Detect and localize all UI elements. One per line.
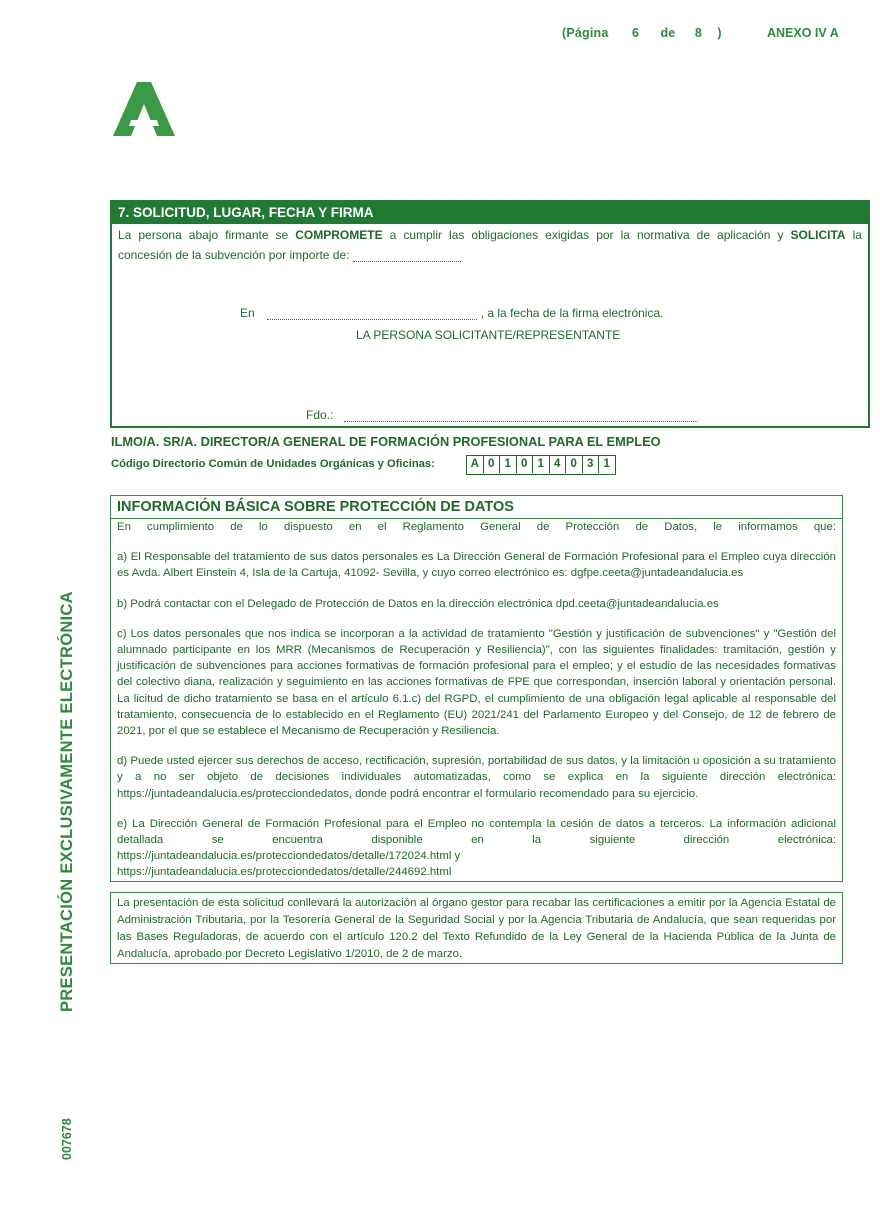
- dp-item-c: c) Los datos personales que nos indica se incorporan a la actividad de tratamiento "Gestión y justificación de subvenciones" y "Gestión del alumnado participante en los MRR (Mecanismos de Recuperación y Resiliencia)", con las siguientes finalidades: tramitación, gestión y justificación de subvenciones para acciones formativas de formación profesional para el empleo; y el estudio de las necesidades formativas del colectivo diana, realización y seguimiento en las acciones formativas de FPE que correspondan, inserción laboral y orientación personal. La licitud de dicho tratamiento se basa en el artículo 6.1.c) del RGPD, el cumplimiento de una obligación legal aplicable al responsable del tratamiento, consecuencia de lo establecido en el Reglamento (EU) 2021/241 del Parlamento Europeo y del Consejo, de 12 de febrero de 2021, por el que se establece el Mecanismo de Recuperación y Resiliencia.: [117, 627, 836, 738]
- junta-andalucia-logo: [113, 82, 175, 136]
- signature-row: [306, 408, 862, 422]
- data-protection-box: [110, 495, 843, 882]
- dp-item-e-text: e) La Dirección General de Formación Profesional para el Empleo no contempla la cesión de datos a terceros. La información adicional detallada se encuentra disponible en la siguiente dirección electrónica:: [117, 817, 836, 847]
- dp-item-d: d) Puede usted ejercer sus derechos de acceso, rectificación, supresión, portabilidad de sus datos, y la limitación u oposición a su tratamiento y a no ser objeto de decisiones individuales automatizadas, como se explica en la siguiente dirección electrónica: https://juntadeandalucia.es/protecciondedatos, donde podrá encontrar el formulario recomendado para su ejercicio.: [117, 755, 836, 800]
- amount-label: concesión de la subvención por importe de:: [118, 248, 350, 262]
- dir3-char: 1: [603, 458, 610, 470]
- section-7-title: 7. SOLICITUD, LUGAR, FECHA Y FIRMA: [112, 202, 868, 224]
- dir3-char: 1: [533, 456, 550, 473]
- page-de: de: [660, 26, 676, 40]
- fdo-label: Fdo.:: [306, 408, 334, 422]
- amount-row: [118, 248, 862, 262]
- annex-label: ANEXO IV A: [767, 26, 839, 40]
- dp-intro: En cumplimiento de lo dispuesto en el Reglamento General de Protección de Datos, le informamos que:: [117, 521, 836, 533]
- dp-item-b: b) Podrá contactar con el Delegado de Protección de Datos en la dirección electrónica dpd.ceeta@juntadeandalucia.es: [117, 597, 719, 610]
- place-suffix: , a la fecha de la firma electrónica.: [480, 306, 664, 320]
- dir3-label: Código Directorio Común de Unidades Orgánicas y Oficinas:: [111, 458, 435, 470]
- dir3-char: 0: [484, 456, 501, 473]
- dir3-char: 1: [500, 456, 517, 473]
- place-field[interactable]: [267, 307, 477, 320]
- dp-item-e: [111, 816, 842, 881]
- form-code: 007678: [60, 1118, 74, 1160]
- commit-text-c: a cumplir las obligaciones exigidas por la normativa de aplicación y: [389, 228, 784, 242]
- signature-field[interactable]: [344, 409, 698, 422]
- section-7-box: [110, 200, 870, 428]
- vertical-title: PRESENTACIÓN EXCLUSIVAMENTE ELECTRÓNICA: [58, 591, 76, 1012]
- dir3-char: 4: [550, 456, 567, 473]
- amount-field[interactable]: [353, 249, 461, 262]
- page-total: 8: [694, 26, 702, 40]
- dp-link-1[interactable]: https://juntadeandalucia.es/protecciondedatos/detalle/172024.html y: [117, 850, 461, 863]
- signer-label: LA PERSONA SOLICITANTE/REPRESENTANTE: [356, 328, 621, 342]
- commit-text-e: la: [852, 228, 862, 242]
- dir3-char: A: [467, 456, 484, 473]
- page-prefix: (Página: [562, 26, 609, 40]
- data-protection-title: INFORMACIÓN BÁSICA SOBRE PROTECCIÓN DE DATOS: [117, 499, 514, 515]
- commit-text-a: La persona abajo firmante se: [118, 228, 289, 242]
- dir3-char: 0: [517, 456, 534, 473]
- dir3-char: 3: [583, 456, 600, 473]
- dp-link-2[interactable]: https://juntadeandalucia.es/protecciondedatos/detalle/244692.html: [117, 866, 452, 879]
- dp-item-a: a) El Responsable del tratamiento de sus datos personales es La Dirección General de Formación Profesional para el Empleo cuya dirección es Avda. Albert Einstein 4, Isla de la Cartuja, 41092- Sevilla, y cuyo correo electrónico es: dgfpe.ceeta@juntadeandalucia.es: [117, 551, 836, 580]
- page-suffix: ): [717, 26, 722, 40]
- page-indicator: [562, 26, 722, 40]
- dir3-char: 0: [566, 456, 583, 473]
- place-row: [240, 306, 862, 320]
- solicita-keyword: SOLICITA: [790, 228, 846, 242]
- page-current: 6: [631, 26, 640, 40]
- place-label: En: [240, 306, 255, 320]
- director-title: ILMO/A. SR/A. DIRECTOR/A GENERAL DE FORMACIÓN PROFESIONAL PARA EL EMPLEO: [111, 434, 661, 449]
- section-7-commitment: [118, 228, 862, 242]
- dir3-code-box: [466, 455, 616, 475]
- commit-keyword: COMPROMETE: [295, 228, 383, 242]
- final-notice: La presentación de esta solicitud conllevará la autorización al órgano gestor para recabar las certificaciones a emitir por la Agencia Estatal de Administración Tributaria, por la Tesorería General de la Seguridad Social y por la Agencia Tributaria de Andalucía, que sean requeridas por las Bases Reguladoras, de acuerdo con el artículo 120.2 del Texto Refundido de la Ley General de la Hacienda Pública de la Junta de Andalucía, aprobado por Decreto Legislativo 1/2010, de 2 de marzo.: [110, 892, 843, 964]
